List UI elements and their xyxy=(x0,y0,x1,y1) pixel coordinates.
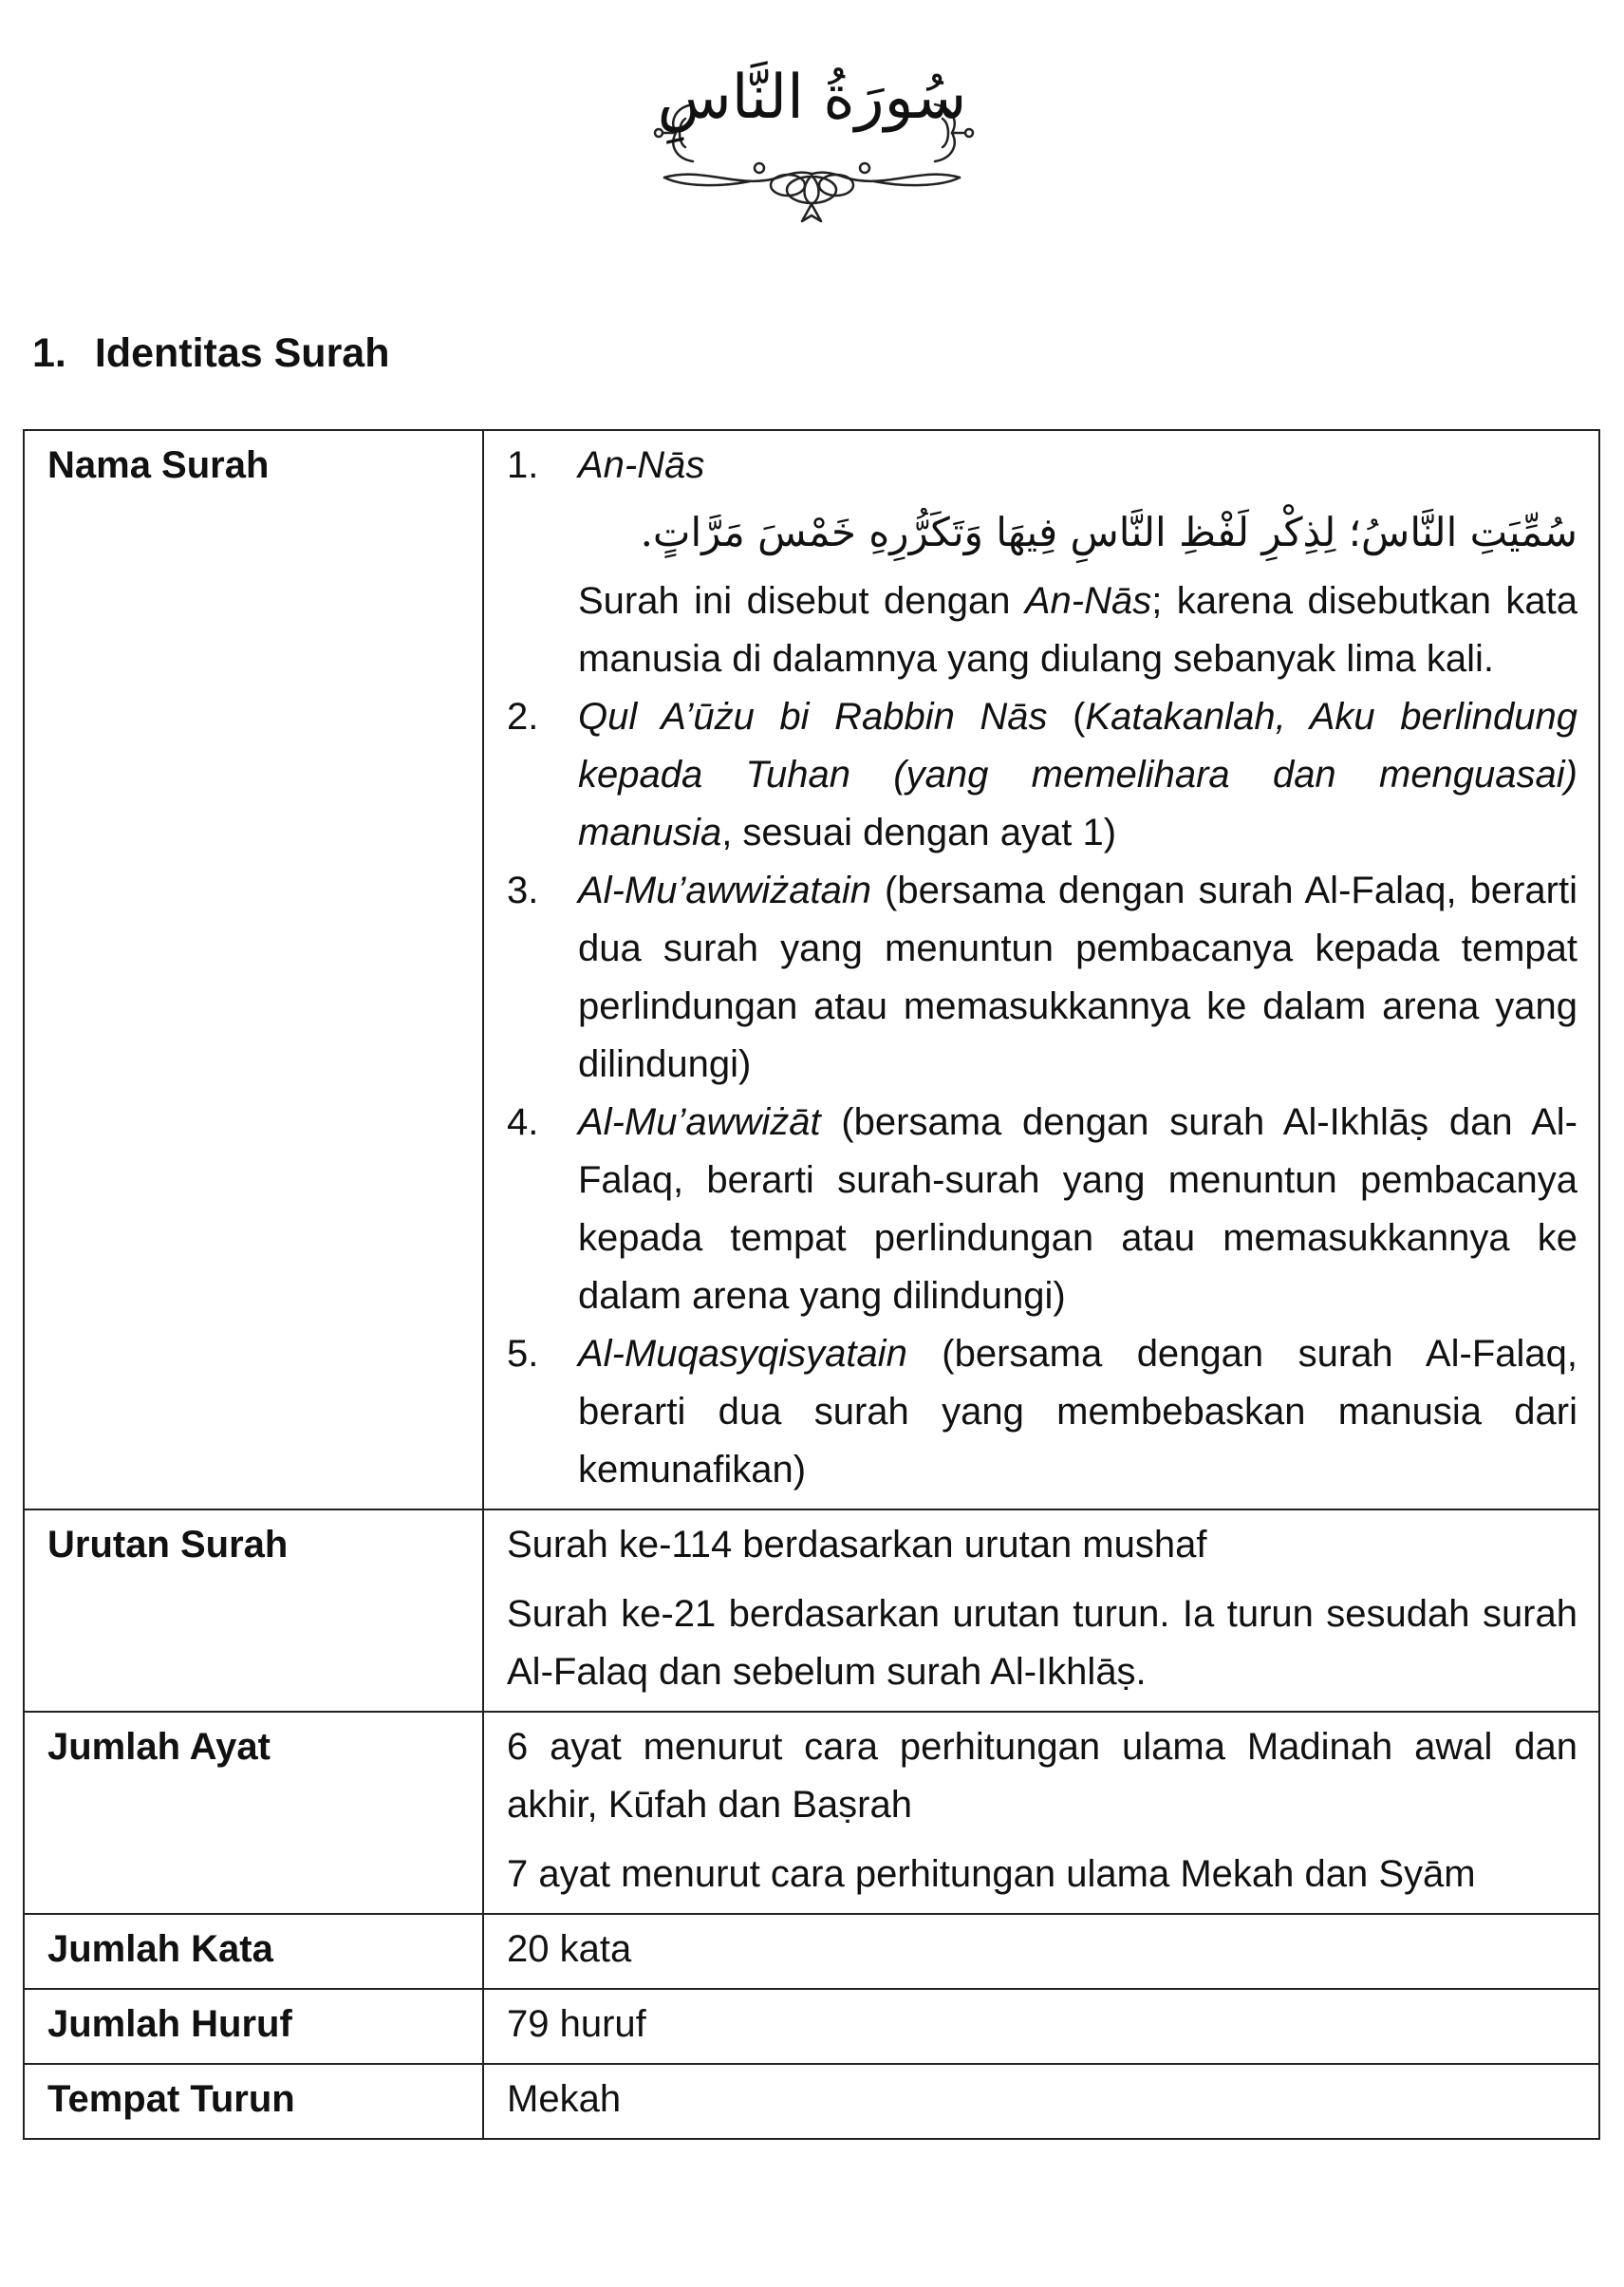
surah-title-arabic: سُورَةُ النَّاسِ xyxy=(657,63,967,133)
row-value-urutan-surah xyxy=(483,1509,1599,1712)
list-number: 4. xyxy=(507,1101,539,1143)
word-count: 20 kata xyxy=(483,1914,1599,1989)
surah-name: An-Nās xyxy=(578,444,705,486)
row-label: Jumlah Ayat xyxy=(24,1712,483,1914)
row-value-jumlah-ayat xyxy=(483,1712,1599,1914)
table-row-nama-surah xyxy=(24,430,1599,1509)
table-row-jumlah-huruf xyxy=(24,1989,1599,2064)
letter-count: 79 huruf xyxy=(483,1989,1599,2064)
flourish-divider-icon xyxy=(664,163,960,221)
list-number: 2. xyxy=(507,696,539,738)
section-heading xyxy=(32,329,390,379)
order-revelation: Surah ke-21 berdasarkan urutan turun. Ia turun sesudah surah Al-Falaq dan sebelum surah Al-Ikhlāṣ. xyxy=(507,1593,1577,1693)
row-label: Nama Surah xyxy=(24,430,483,1509)
list-number: 5. xyxy=(507,1333,539,1375)
list-item: 5. Al-Muqasyqisyatain (bersama dengan surah Al-Falaq, berarti dua surah yang membebaskan manusia dari kemunafikan) xyxy=(507,1325,1577,1499)
list-item xyxy=(507,437,1577,495)
table-row-tempat-turun xyxy=(24,2064,1599,2139)
row-value-nama-surah xyxy=(483,430,1599,1509)
surah-name: Al-Mu’awwiżāt xyxy=(578,1101,821,1143)
arabic-note: سُمِّيَتِ النَّاسُ؛ لِذِكْرِ لَفْظِ النَّاسِ فِيهَا وَتَكَرُّرِهِ خَمْسَ مَرَّاتٍ. xyxy=(640,509,1577,555)
list-number: 3. xyxy=(507,870,539,911)
name-explanation: Surah ini disebut dengan An-Nās; karena disebutkan kata manusia di dalamnya yang diulang sebanyak lima kali. xyxy=(578,580,1578,680)
list-number: 1. xyxy=(507,444,539,486)
ayat-count-madinah: 6 ayat menurut cara perhitungan ulama Madinah awal dan akhir, Kūfah dan Baṣrah xyxy=(507,1726,1577,1826)
surah-name-gloss: Katakanlah, Aku berlindung kepada Tuhan (yang memelihara dan menguasai) manusia xyxy=(578,696,1578,853)
surah-names-list xyxy=(507,688,1577,1499)
table-row-jumlah-kata xyxy=(24,1914,1599,1989)
surah-names-list xyxy=(507,437,1577,495)
table-row-jumlah-ayat xyxy=(24,1712,1599,1914)
list-item: 3. Al-Mu’awwiżatain (bersama dengan surah Al-Falaq, berarti dua surah yang menuntun pembacanya kepada tempat perlindungan atau memasukkannya ke dalam arena yang dilindungi) xyxy=(507,862,1577,1094)
list-item: 2. Qul A’ūżu bi Rabbin Nās (Katakanlah, Aku berlindung kepada Tuhan (yang memelihara dan menguasai) manusia, sesuai dengan ayat 1) xyxy=(507,688,1577,862)
list-item: 4. Al-Mu’awwiżāt (bersama dengan surah Al-Ikhlāṣ dan Al-Falaq, berarti surah-surah yang menuntun pembacanya kepada tempat perlindungan atau memasukkannya ke dalam arena yang dilindungi) xyxy=(507,1094,1577,1325)
row-label: Jumlah Huruf xyxy=(24,1989,483,2064)
surah-name: Al-Mu’awwiżatain xyxy=(578,870,871,911)
surah-name: Qul A’ūżu bi Rabbin Nās xyxy=(578,696,1048,738)
row-label: Jumlah Kata xyxy=(24,1914,483,1989)
surah-name: Al-Muqasyqisyatain xyxy=(578,1333,907,1375)
surah-identity-table xyxy=(23,429,1600,2140)
section-number: 1. xyxy=(32,330,66,376)
table-row-urutan-surah xyxy=(24,1509,1599,1712)
section-title: Identitas Surah xyxy=(94,330,390,376)
place-of-revelation: Mekah xyxy=(483,2064,1599,2139)
order-mushaf: Surah ke-114 berdasarkan urutan mushaf xyxy=(507,1524,1207,1565)
ayat-count-mekah: 7 ayat menurut cara perhitungan ulama Mekah dan Syām xyxy=(507,1853,1476,1895)
row-label: Tempat Turun xyxy=(24,2064,483,2139)
row-label: Urutan Surah xyxy=(24,1509,483,1712)
